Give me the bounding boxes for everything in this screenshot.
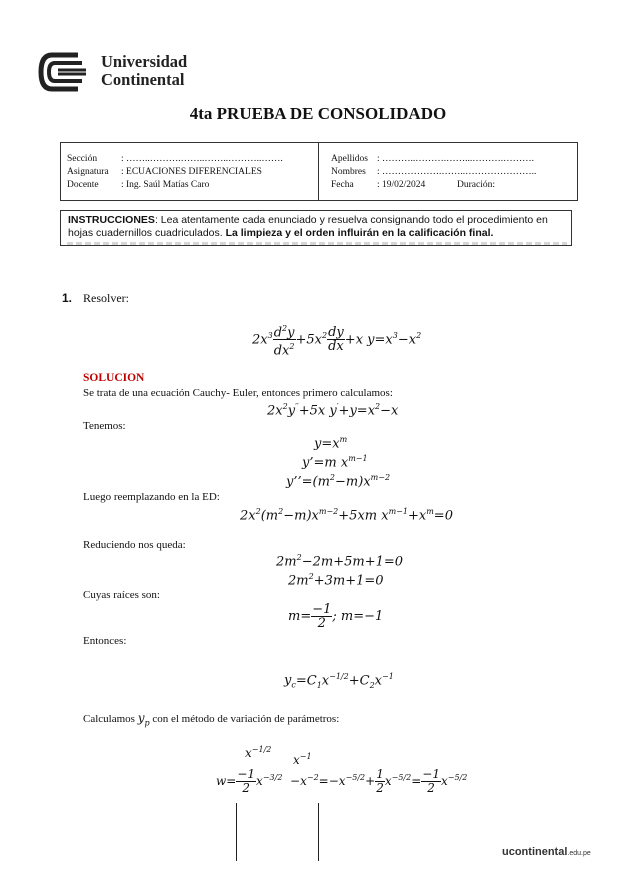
university-logo-icon	[38, 52, 94, 92]
entonces-text: Entonces:	[83, 635, 127, 647]
wronskian-row: w= $\frac{-1}{2}$ $x^{-3/2} -x^{-2}=-x^{-5/2}+$ $\frac{1}{2}$ $x^{-5/2}=$ $\frac{-1}{2}$ $x^{-5/2}$	[216, 767, 468, 795]
info-duracion: Duración:	[457, 180, 495, 190]
characteristic-eq-1: $2m^2-2m+5m+1=0$	[276, 553, 404, 570]
instructions-head: INSTRUCCIONES	[68, 214, 155, 226]
solution-heading: SOLUCION	[83, 372, 145, 384]
info-asignatura: Asignatura : ECUACIONES DIFERENCIALES	[67, 167, 262, 177]
info-divider	[318, 143, 319, 200]
info-docente: Docente : Ing. Saúl Matías Caro	[67, 180, 210, 190]
page-title: 4ta PRUEBA DE CONSOLIDADO	[189, 104, 447, 123]
luego-text: Luego reemplazando en la ED:	[83, 491, 220, 503]
instructions-bold: La limpieza y el orden influirán en la calificación final.	[225, 227, 494, 239]
calculamos-text: Calculamos $y_p$ con el método de variación de parámetros:	[83, 711, 340, 728]
main-equation: $2x^3$ $\frac{d^2y}{dx^2}$ $+5x^2$ $\frac{dy}{dx}$ +x $y=x^3-x^2$	[252, 324, 422, 359]
eq-y-double-prime: $y’’=(m^2-m)x^{m-2}$	[286, 473, 391, 490]
substituted-equation: $2x^2(m^2-m)x^{m-2}+5xm$ $x^{m-1}+x^m=0$	[240, 507, 453, 524]
determinant-bar-right	[318, 803, 319, 861]
eq-y: $y=x^m$	[314, 435, 348, 452]
determinant-bar-left	[236, 803, 237, 861]
faded-text-line	[67, 242, 567, 246]
eq-y-prime: y’=m $x^{m-1}$	[302, 454, 368, 471]
info-seccion: Sección : ……..……….……..……..………..…….	[67, 154, 283, 164]
instructions-box	[60, 210, 572, 246]
footer-brand: ucontinental.edu.pe	[502, 846, 591, 858]
student-info-box	[60, 142, 578, 201]
roots-equation: m= $\frac{-1}{2}$ ; m=−1	[288, 602, 384, 631]
question-prompt: Resolver:	[83, 291, 129, 305]
tenemos-text: Tenemos:	[83, 420, 126, 432]
solution-intro: Se trata de una ecuación Cauchy- Euler, entonces primero calculamos:	[83, 387, 393, 399]
university-name: Universidad Continental	[101, 52, 188, 89]
instructions-text: : Lea atentamente cada enunciado y resuelva consignando todo el procedimiento en hojas cuadernillos cuadriculados.	[68, 214, 548, 239]
info-fecha: Fecha : 19/02/2024	[331, 180, 426, 190]
cauchy-euler-equation: $2x^2y''+5x$ $y'+y=x^2-x$	[267, 402, 399, 419]
wronskian-entry-12: $x^{-1}$	[293, 752, 312, 767]
complementary-solution: $y_c=C_1x^{-1/2}+C_2x^{-1}$	[284, 672, 394, 690]
raices-text: Cuyas raíces son:	[83, 589, 160, 601]
question-number: 1.	[62, 291, 73, 305]
info-apellidos: Apellidos : ………..……….……...……….……….	[331, 154, 535, 164]
reduciendo-text: Reduciendo nos queda:	[83, 539, 186, 551]
characteristic-eq-2: $2m^2+3m+1=0$	[288, 572, 384, 589]
wronskian-entry-11: $x^{-1/2}$	[245, 745, 272, 760]
info-nombres: Nombres : ……………….……..…………………..	[331, 167, 537, 177]
